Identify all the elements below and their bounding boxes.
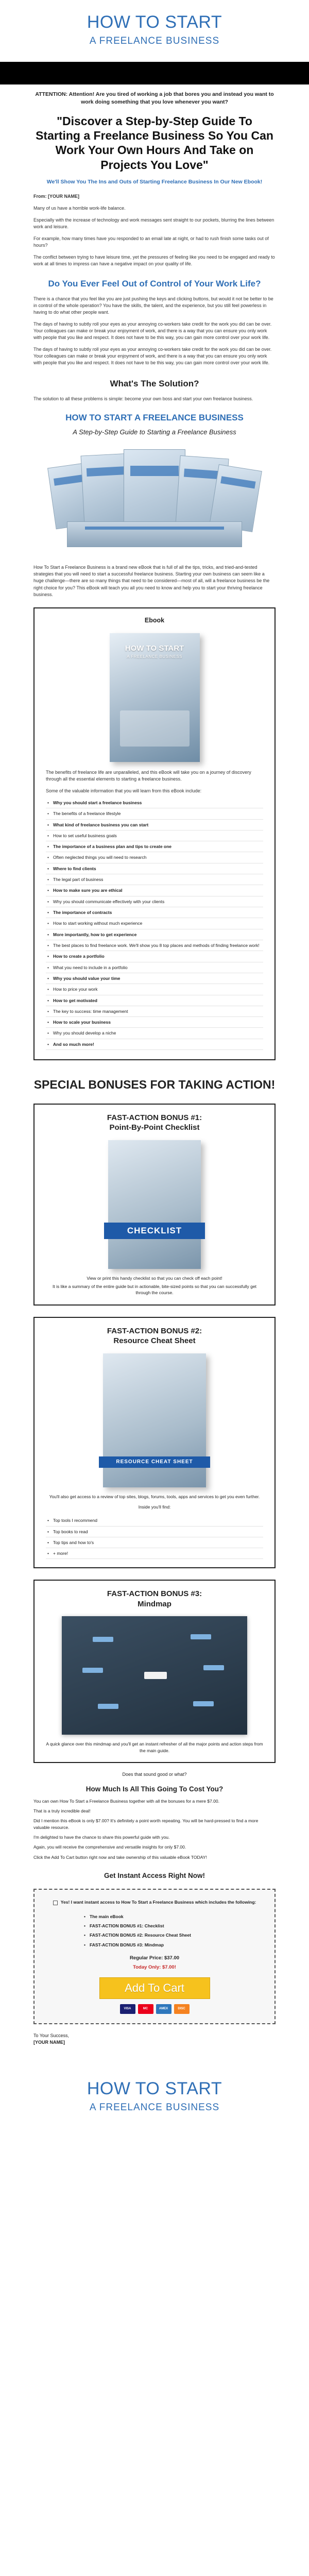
mindmap-image	[62, 1616, 247, 1735]
bonus-2-text: You'll also get access to a review of top sites, blogs, forums, tools, apps and services to get you even further.	[49, 1494, 260, 1499]
bonus-1-title	[46, 1113, 263, 1133]
bonus-1-text: It is like a summary of the entire guide but in actionable, bite-sized points so that you can successfully get through the course.	[53, 1283, 256, 1296]
today-price: Today Only: $7.00!	[133, 1964, 176, 1970]
cost-paragraph: You can own How To Start a Freelance Business together with all the bonuses for a mere $7.00.	[33, 1798, 219, 1804]
ebook-box	[33, 607, 276, 1060]
feature-item: • More importantly, how to get experience	[46, 929, 263, 940]
header-band	[0, 62, 309, 84]
payment-card-icon: VISA	[120, 2004, 135, 2014]
sales-content	[33, 91, 276, 2046]
bonus-3-text: A quick glance over this mindmap and you'll get an instant refresher of all the major points and action steps from the main guide.	[46, 1741, 263, 1753]
feature-item: • The benefits of a freelance lifestyle	[46, 808, 263, 819]
attention-text: ATTENTION: Attention! Are you tired of working a job that bores you and instead you want to work doing something that you love whenever you want?	[35, 91, 274, 105]
bonus-2-title	[46, 1326, 263, 1346]
ebook-cover-image	[110, 633, 200, 762]
cheat-sheet-image	[103, 1353, 206, 1487]
order-heading: Get Instant Access Right Now!	[104, 1871, 205, 1879]
control-heading: Do You Ever Feel Out of Control of Your Work Life?	[48, 279, 261, 289]
resource-item: • Top tips and how to's	[46, 1537, 263, 1548]
from-line: From: [YOUR NAME]	[33, 193, 79, 199]
cost-heading: How Much Is All This Going To Cost You?	[85, 1785, 224, 1793]
product-bundle-image	[46, 444, 263, 555]
intro-paragraph: The conflict between trying to have leisure time, yet the pressures of feeling like you need to be engaged and ready to work at all times to impress can have a negative impact on your quality of life.	[33, 255, 275, 267]
order-box	[33, 1889, 276, 2024]
solution-paragraph: The solution to all these problems is simple: become your own boss and start your own freelance business.	[33, 396, 253, 401]
cost-paragraph: I'm delighted to have the chance to share this powerful guide with you.	[33, 1834, 170, 1840]
site-footer	[0, 2061, 309, 2133]
product-title: HOW TO START A FREELANCE BUSINESS	[65, 412, 244, 422]
resource-list	[46, 1515, 263, 1559]
footer-logo-line1: HOW TO START	[87, 2078, 222, 2098]
mindmap-node	[191, 1634, 211, 1639]
signoff	[33, 2032, 276, 2046]
ebook-cover-text	[110, 645, 200, 659]
feature-item: • How to set useful business goals	[46, 831, 263, 841]
feature-item: • The importance of a business plan and tips to create one	[46, 841, 263, 852]
cost-paragraph: Did I mention this eBook is only $7.00? It's definitely a point worth repeating. You will be hard-pressed to find a more valuable resource.	[33, 1818, 259, 1830]
resource-item: • Top books to read	[46, 1527, 263, 1537]
payment-cards	[48, 2004, 261, 2014]
cost-paragraph: Click the Add To Cart button right now and take ownership of this valuable eBook TODAY!	[33, 1854, 207, 1860]
feature-item: • The key to success: time management	[46, 1006, 263, 1017]
payment-card-icon: DISC	[174, 2004, 190, 2014]
bonus-1-title-line2: Point-By-Point Checklist	[109, 1123, 200, 1132]
bonus-1-title-line1: FAST-ACTION BONUS #1:	[107, 1113, 202, 1122]
product-subtitle: A Step-by-Step Guide to Starting a Freelance Business	[73, 428, 236, 436]
bonus-2-text: Inside you'll find:	[138, 1504, 171, 1510]
cover-line2: A FREELANCE BUSINESS	[127, 654, 182, 659]
control-paragraph: The days of having to subtly roll your eyes as your annoying co-workers take credit for the work you did can be over. Your colleagues can make or break your enjoyment of work, and there is a way that you can ensure you only work with people that you like and respect. It does not have to be this way, you can gain more control over your work life.	[33, 347, 272, 366]
feature-item: • How to start working without much experience	[46, 918, 263, 929]
payment-card-icon: AMEX	[156, 2004, 171, 2014]
ebook-paragraph: The benefits of freelance life are unparalleled, and this eBook will take you on a journey of discovery through all the essential elements to starting a freelance business.	[46, 769, 251, 782]
feature-item: • What kind of freelance business you can start	[46, 820, 263, 831]
main-headline: "Discover a Step-by-Step Guide To Starting a Freelance Business So You Can Work Your Own Hours And Take on Projects You Love"	[36, 114, 273, 172]
cover-desk-image	[120, 710, 190, 747]
signoff-line1: To Your Success,	[33, 2032, 70, 2038]
feature-item: • What you need to include in a portfolio	[46, 962, 263, 973]
order-item: • The main eBook	[82, 1912, 227, 1921]
product-description: How To Start a Freelance Business is a brand new eBook that is full of all the tips, tricks, and tried-and-tested strategies that you will need to start a successful freelance business. Starting your own business can seem like a huge challenge—there are so many things that need to be considered—most of all, will a freelance business be the right choice for you? This eBook will teach you all you need to know and help you to start your thriving freelance business.	[33, 565, 270, 597]
mindmap-center-node	[144, 1672, 167, 1679]
mindmap-node	[203, 1665, 224, 1670]
bonus-3-box	[33, 1580, 276, 1763]
intro-paragraph: Many of us have a horrible work-life balance.	[33, 205, 126, 211]
checklist-ribbon: CHECKLIST	[104, 1223, 205, 1239]
bonus-2-box	[33, 1317, 276, 1569]
checklist-image	[108, 1140, 201, 1269]
order-includes-list	[82, 1912, 227, 1950]
bundle-device-image	[67, 521, 242, 547]
feature-item: • How to get motivated	[46, 995, 263, 1006]
subheadline: We'll Show You The Ins and Outs of Starting Freelance Business In Our New Ebook!	[46, 178, 263, 185]
ebook-title: Ebook	[144, 616, 165, 624]
bonus-1-box	[33, 1104, 276, 1306]
resource-item: • + more!	[46, 1548, 263, 1559]
order-item: • FAST-ACTION BONUS #1: Checklist	[82, 1921, 227, 1930]
order-confirm	[48, 1899, 261, 1905]
mindmap-node	[193, 1701, 214, 1706]
intro-paragraph: Especially with the increase of technology and work messages sent straight to our pockets, blurring the lines between work and leisure.	[33, 217, 274, 229]
footer-logo-line2: A FREELANCE BUSINESS	[89, 2102, 220, 2113]
mindmap-node	[82, 1668, 103, 1673]
bonus-3-title	[46, 1589, 263, 1609]
add-to-cart-button[interactable]: Add To Cart	[99, 1977, 210, 1999]
sound-good-text: Does that sound good or what?	[122, 1772, 187, 1777]
intro-paragraph: For example, how many times have you responded to an email late at night, or had to rush finish some tasks out of hours?	[33, 235, 269, 248]
order-checkbox[interactable]	[53, 1901, 58, 1905]
feature-item: • Why you should develop a niche	[46, 1028, 263, 1039]
solution-heading: What's The Solution?	[110, 379, 199, 389]
payment-card-icon: MC	[138, 2004, 153, 2014]
cost-paragraph: That is a truly incredible deal!	[33, 1808, 91, 1814]
bonus-1-text: View or print this handy checklist so that you can check off each point!	[87, 1275, 222, 1281]
resource-item: • Top tools I recommend	[46, 1515, 263, 1526]
feature-item: • The importance of contracts	[46, 907, 263, 918]
bonus-2-title-line2: Resource Cheat Sheet	[113, 1336, 196, 1346]
feature-item: • Why you should value your time	[46, 973, 263, 984]
mindmap-node	[98, 1704, 118, 1709]
cheat-sheet-ribbon: RESOURCE CHEAT SHEET	[99, 1456, 210, 1468]
bonus-3-title-line1: FAST-ACTION BONUS #3:	[107, 1589, 202, 1599]
logo-line1: HOW TO START	[87, 12, 222, 32]
control-paragraph: The days of having to subtly roll your eyes as your annoying co-workers take credit for the work you did can be over. Your colleagues can make or break your enjoyment of work, and there is a way that you can ensure you only work with people that you like and respect. It does not have to be this way, you can gain more control over your work life.	[33, 321, 272, 341]
feature-item: • How to scale your business	[46, 1017, 263, 1028]
feature-item: • How to price your work	[46, 984, 263, 995]
special-bonuses-heading: SPECIAL BONUSES FOR TAKING ACTION!	[33, 1078, 276, 1092]
signoff-name: [YOUR NAME]	[33, 2039, 65, 2045]
feature-item: • The legal part of business	[46, 874, 263, 885]
bonus-3-title-line2: Mindmap	[138, 1599, 171, 1608]
feature-list	[46, 798, 263, 1050]
site-header	[0, 0, 309, 62]
order-item: • FAST-ACTION BONUS #2: Resource Cheat Sheet	[82, 1930, 227, 1940]
feature-item: • Where to find clients	[46, 863, 263, 874]
bonus-2-title-line1: FAST-ACTION BONUS #2:	[107, 1326, 202, 1335]
mindmap-node	[93, 1637, 113, 1642]
control-paragraph: There is a chance that you feel like you are just pushing the keys and clicking buttons, but would it not be better to be in control of the whole operation? You have the skills, the talent, and the experience, but you still feel powerless in having to do what other people want.	[33, 296, 273, 315]
ebook-paragraph: Some of the valuable information that you will learn from this eBook include:	[46, 788, 202, 793]
logo-line2: A FREELANCE BUSINESS	[89, 36, 220, 47]
cost-paragraph: Again, you will receive the comprehensive and versatile insights for only $7.00.	[33, 1844, 186, 1850]
feature-item: • How to create a portfolio	[46, 951, 263, 962]
order-item: • FAST-ACTION BONUS #3: Mindmap	[82, 1940, 227, 1950]
cover-line1: HOW TO START	[125, 643, 184, 653]
order-confirm-text: Yes! I want instant access to How To Start a Freelance Business which includes the following:	[60, 1900, 256, 1905]
feature-item: • Often neglected things you will need to research	[46, 852, 263, 863]
feature-item: • Why you should communicate effectively with your clients	[46, 896, 263, 907]
feature-item: • Why you should start a freelance business	[46, 798, 263, 808]
feature-item: • And so much more!	[46, 1039, 263, 1050]
feature-item: • How to make sure you are ethical	[46, 885, 263, 896]
regular-price: Regular Price: $37.00	[129, 1955, 180, 1961]
feature-item: • The best places to find freelance work. We'll show you 8 top places and methods of finding freelance work!	[46, 940, 263, 951]
